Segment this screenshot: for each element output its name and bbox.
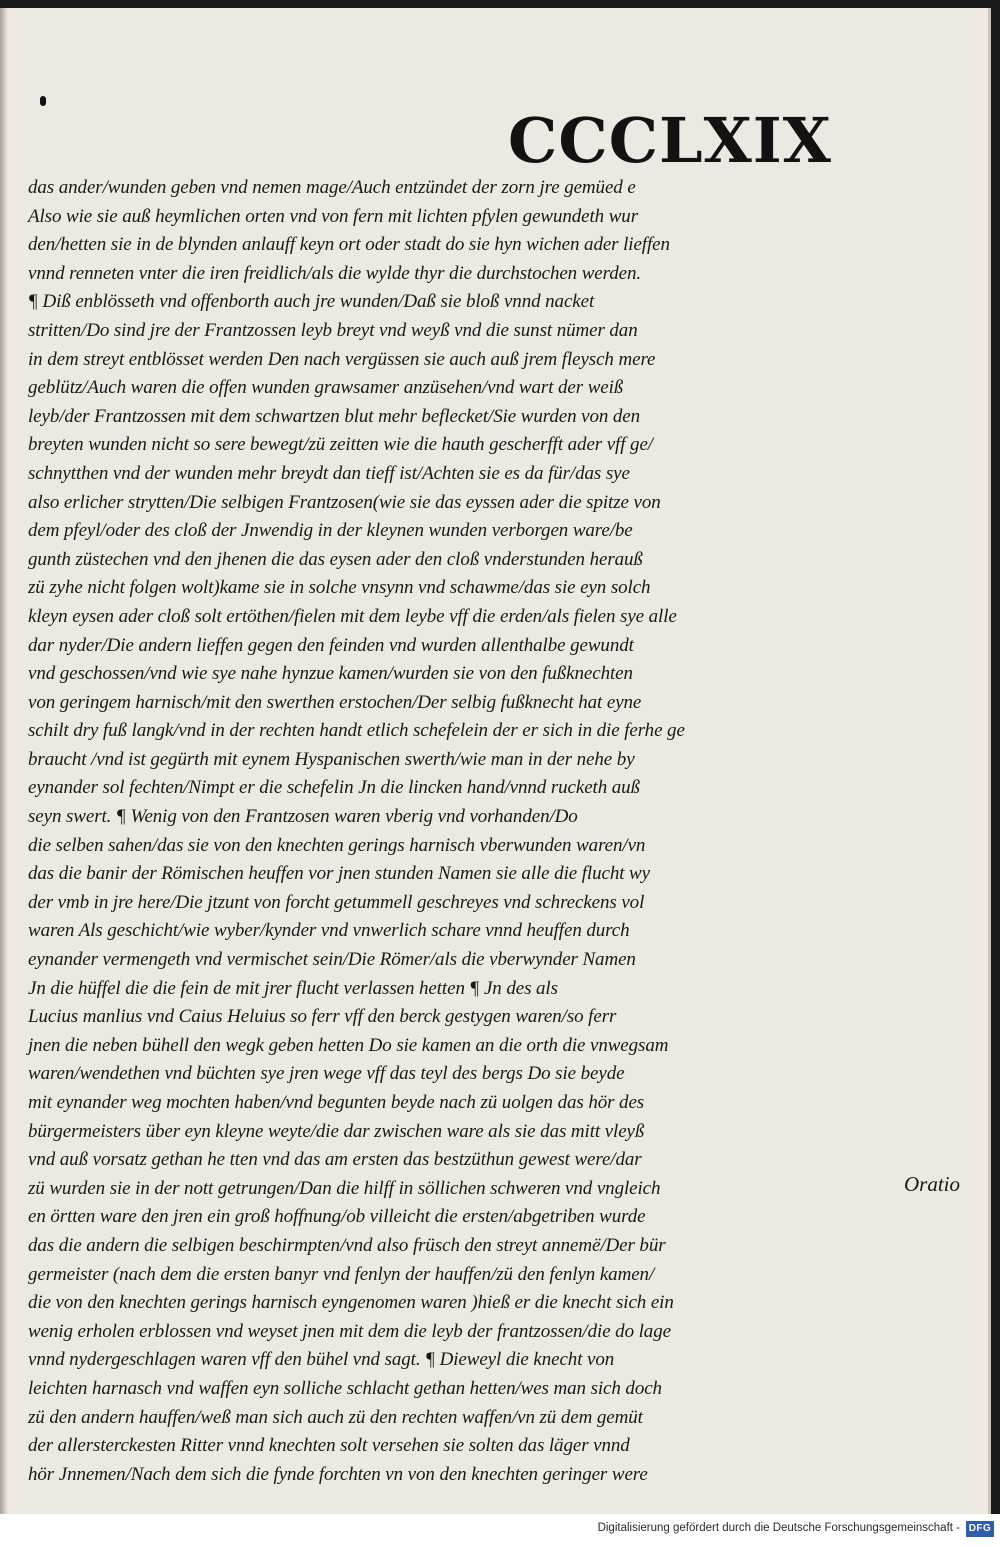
text-line: das die banir der Römischen heuffen vor jnen stunden Namen sie alle die flucht wy	[28, 863, 650, 885]
text-line: hör Jnnemen/Nach dem sich die fynde forchten vn von den knechten geringer were	[28, 1463, 648, 1485]
text-line: vnnd renneten vnter die iren freidlich/als die wylde thyr die durchstochen werden.	[28, 262, 642, 284]
text-line: der vmb in jre here/Die jtzunt von forcht getummell geschreyes vnd schreckens vol	[28, 891, 645, 913]
text-line: braucht /vnd ist gegürth mit eynem Hyspanischen swerth/wie man in der nehe by	[28, 748, 635, 770]
text-line: breyten wunden nicht so sere bewegt/zü zeitten wie die hauth gescherfft ader vff ge/	[28, 434, 653, 456]
text-line: die von den knechten gerings harnisch eyngenomen waren )hieß er die knecht sich ein	[28, 1292, 674, 1314]
funding-credit: Digitalisierung gefördert durch die Deutsche Forschungsgemeinschaft -	[597, 1522, 960, 1534]
folio-number: CCCLXIX	[508, 104, 832, 177]
text-line: geblütz/Auch waren die offen wunden grawsamer anzüsehen/vnd wart der weiß	[28, 377, 624, 399]
text-line: eynander vermengeth vnd vermischet sein/Die Römer/als die vberwynder Namen	[28, 949, 636, 971]
text-line: wenig erholen erblossen vnd weyset jnen mit dem die leyb der frantzossen/die do lage	[28, 1320, 671, 1342]
text-line: Jn die hüffel die die fein de mit jrer flucht verlassen hetten ¶ Jn des als	[28, 977, 558, 999]
text-line: vnd geschossen/vnd wie sye nahe hynzue kamen/wurden sie von den fußknechten	[28, 663, 633, 685]
text-line: jnen die neben bühell den wegk geben hetten Do sie kamen an die orth die vnwegsam	[28, 1034, 669, 1056]
text-line: seyn swert. ¶ Wenig von den Frantzosen waren vberig vnd vorhanden/Do	[28, 806, 578, 828]
text-line: waren/wendethen vnd büchten sye jren wege vff das teyl des bergs Do sie beyde	[28, 1063, 625, 1085]
text-line: den/hetten sie in de blynden anlauff keyn ort oder stadt do sie hyn wichen ader lieffen	[28, 234, 670, 256]
text-line: also erlicher strytten/Die selbigen Frantzosen(wie sie das eyssen ader die spitze von	[28, 491, 661, 513]
text-line: der allersterckesten Ritter vnnd knechten solt versehen sie solten das läger vnnd	[28, 1435, 630, 1457]
dfg-logo-icon: DFG	[966, 1521, 994, 1537]
text-line: schilt dry fuß langk/vnd in der rechten handt etlich schefelein der er sich in die ferhe ge	[28, 720, 685, 742]
text-line: das die andern die selbigen beschirmpten/vnd also früsch den streyt annemë/Der bür	[28, 1234, 666, 1256]
text-line: dem pfeyl/oder des cloß der Jnwendig in der kleynen wunden verborgen ware/be	[28, 520, 633, 542]
text-line: Also wie sie auß heymlichen orten vnd von fern mit lichten pfylen gewundeth wur	[28, 205, 638, 227]
text-line: gunth züstechen vnd den jhenen die das eysen ader den cloß vnderstunden herauß	[28, 548, 643, 570]
ink-speck	[40, 96, 46, 106]
text-line: leichten harnasch vnd waffen eyn solliche schlacht gethan hetten/wes man sich doch	[28, 1377, 662, 1399]
text-line: leyb/der Frantzossen mit dem schwartzen blut mehr beflecket/Sie wurden von den	[28, 405, 641, 427]
text-line: zü den andern hauffen/weß man sich auch zü den rechten waffen/vn zü dem gemüt	[28, 1406, 643, 1428]
text-line: das ander/wunden geben vnd nemen mage/Auch entzündet der zorn jre gemüed e	[28, 177, 636, 198]
text-line: germeister (nach dem die ersten banyr vnd fenlyn der hauffen/zü den fenlyn kamen/	[28, 1263, 655, 1285]
text-line: vnd auß vorsatz gethan he tten vnd das am ersten das bestzüthun gewest were/dar	[28, 1149, 642, 1171]
book-page	[0, 8, 991, 1514]
text-line: eynander sol fechten/Nimpt er die schefelin Jn die lincken hand/vnnd rucketh auß	[28, 777, 640, 799]
text-line: kleyn eysen ader cloß solt ertöthen/fielen mit dem leybe vff die erden/als fielen sye alle	[28, 605, 677, 627]
body-text	[28, 174, 798, 1489]
text-line: schnytthen vnd der wunden mehr breydt dan tieff ist/Achten sie es da für/das sye	[28, 462, 630, 484]
text-line: bürgermeisters über eyn kleyne weyte/die dar zwischen ware als sie das mitt vleyß	[28, 1120, 645, 1142]
page-gutter-shadow	[0, 8, 8, 1514]
footer-bar	[0, 1514, 1000, 1547]
text-line: mit eynander weg mochten haben/vnd begunten beyde nach zü uolgen das hör des	[28, 1092, 645, 1113]
text-line: waren Als geschicht/wie wyber/kynder vnd vnwerlich schare vnnd heuffen durch	[28, 920, 630, 942]
text-line: von geringem harnisch/mit den swerthen erstochen/Der selbig fußknecht hat eyne	[28, 691, 642, 713]
text-line: ¶ Diß enblösseth vnd offenborth auch jre wunden/Daß sie bloß vnnd nacket	[28, 291, 595, 313]
text-line: vnnd nydergeschlagen waren vff den bühel vnd sagt. ¶ Dieweyl die knecht von	[28, 1349, 615, 1371]
text-line: stritten/Do sind jre der Frantzossen leyb breyt vnd weyß vnd die sunst nümer dan	[28, 319, 638, 341]
marginal-note: Oratio	[904, 1172, 961, 1196]
text-line: in dem streyt entblösset werden Den nach vergüssen sie auch auß jrem fleysch mere	[28, 348, 656, 370]
text-line: zü zyhe nicht folgen wolt)kame sie in solche vnsynn vnd schawme/das sie eyn solch	[28, 577, 651, 599]
text-line: en örtten ware den jren ein groß hoffnung/ob villeicht die ersten/abgetriben wurde	[28, 1206, 646, 1228]
text-line: zü wurden sie in der nott getrungen/Dan die hilff in söllichen schweren vnd vngleich	[28, 1177, 661, 1199]
text-line: die selben sahen/das sie von den knechten gerings harnisch vberwunden waren/vn	[28, 834, 646, 856]
text-line: dar nyder/Die andern lieffen gegen den feinden vnd wurden allenthalbe gewundt	[28, 634, 634, 656]
text-line: Lucius manlius vnd Caius Heluius so ferr vff den berck gestygen waren/so ferr	[28, 1006, 617, 1028]
